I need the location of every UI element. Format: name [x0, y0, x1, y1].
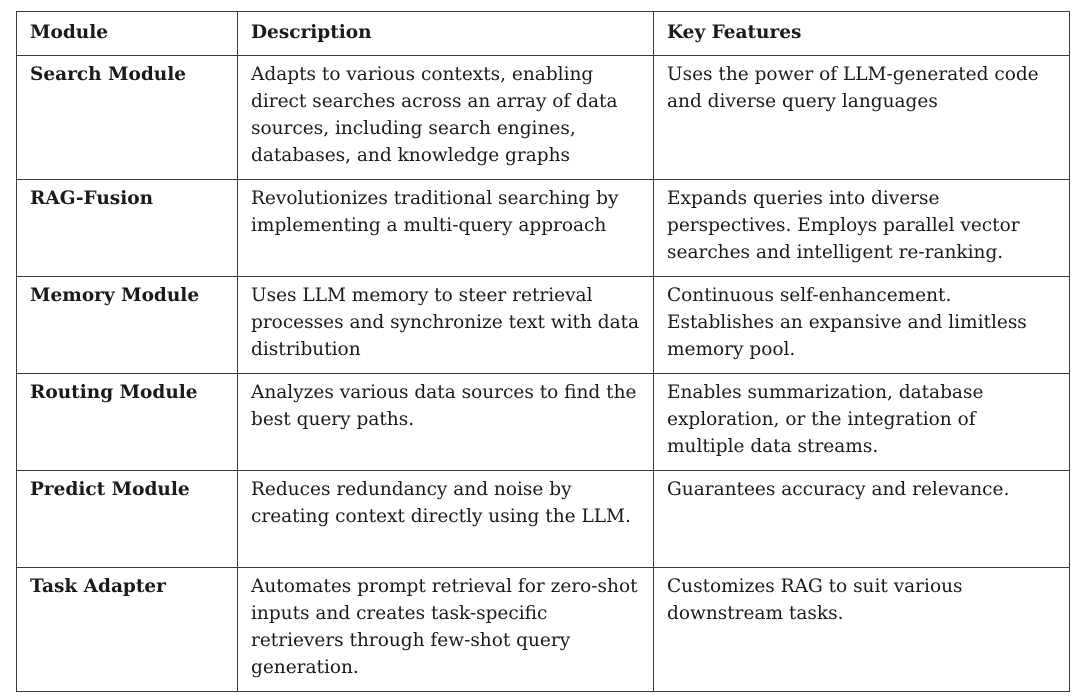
- module-features: Customizes RAG to suit various downstream tasks.: [654, 568, 1070, 692]
- module-description: Analyzes various data sources to find the best query paths.: [238, 374, 654, 471]
- table-row: [17, 374, 1070, 471]
- table-row: [17, 471, 1070, 568]
- table-row: [17, 277, 1070, 374]
- module-features: Uses the power of LLM-generated code and diverse query languages: [654, 56, 1070, 180]
- module-features: Enables summarization, database exploration, or the integration of multiple data streams.: [654, 374, 1070, 471]
- module-name: RAG-Fusion: [17, 180, 238, 277]
- table-row: [17, 180, 1070, 277]
- module-name: Task Adapter: [17, 568, 238, 692]
- module-name: Predict Module: [17, 471, 238, 568]
- module-name: Search Module: [17, 56, 238, 180]
- module-description: Automates prompt retrieval for zero-shot inputs and creates task-specific retrievers through few-shot query generation.: [238, 568, 654, 692]
- module-features: Guarantees accuracy and relevance.: [654, 471, 1070, 568]
- table-header-row: [17, 12, 1070, 56]
- header-key-features: Key Features: [654, 12, 1070, 56]
- modules-table-container: [16, 11, 1070, 692]
- module-description: Revolutionizes traditional searching by implementing a multi-query approach: [238, 180, 654, 277]
- module-description: Reduces redundancy and noise by creating context directly using the LLM.: [238, 471, 654, 568]
- header-description: Description: [238, 12, 654, 56]
- header-module: Module: [17, 12, 238, 56]
- table-row: [17, 56, 1070, 180]
- module-features: Continuous self-enhancement. Establishes an expansive and limitless memory pool.: [654, 277, 1070, 374]
- table-row: [17, 568, 1070, 692]
- module-description: Uses LLM memory to steer retrieval processes and synchronize text with data distribution: [238, 277, 654, 374]
- modules-table: [16, 11, 1070, 692]
- module-features: Expands queries into diverse perspectives. Employs parallel vector searches and intelligent re-ranking.: [654, 180, 1070, 277]
- module-name: Memory Module: [17, 277, 238, 374]
- module-description: Adapts to various contexts, enabling direct searches across an array of data sources, including search engines, databases, and knowledge graphs: [238, 56, 654, 180]
- module-name: Routing Module: [17, 374, 238, 471]
